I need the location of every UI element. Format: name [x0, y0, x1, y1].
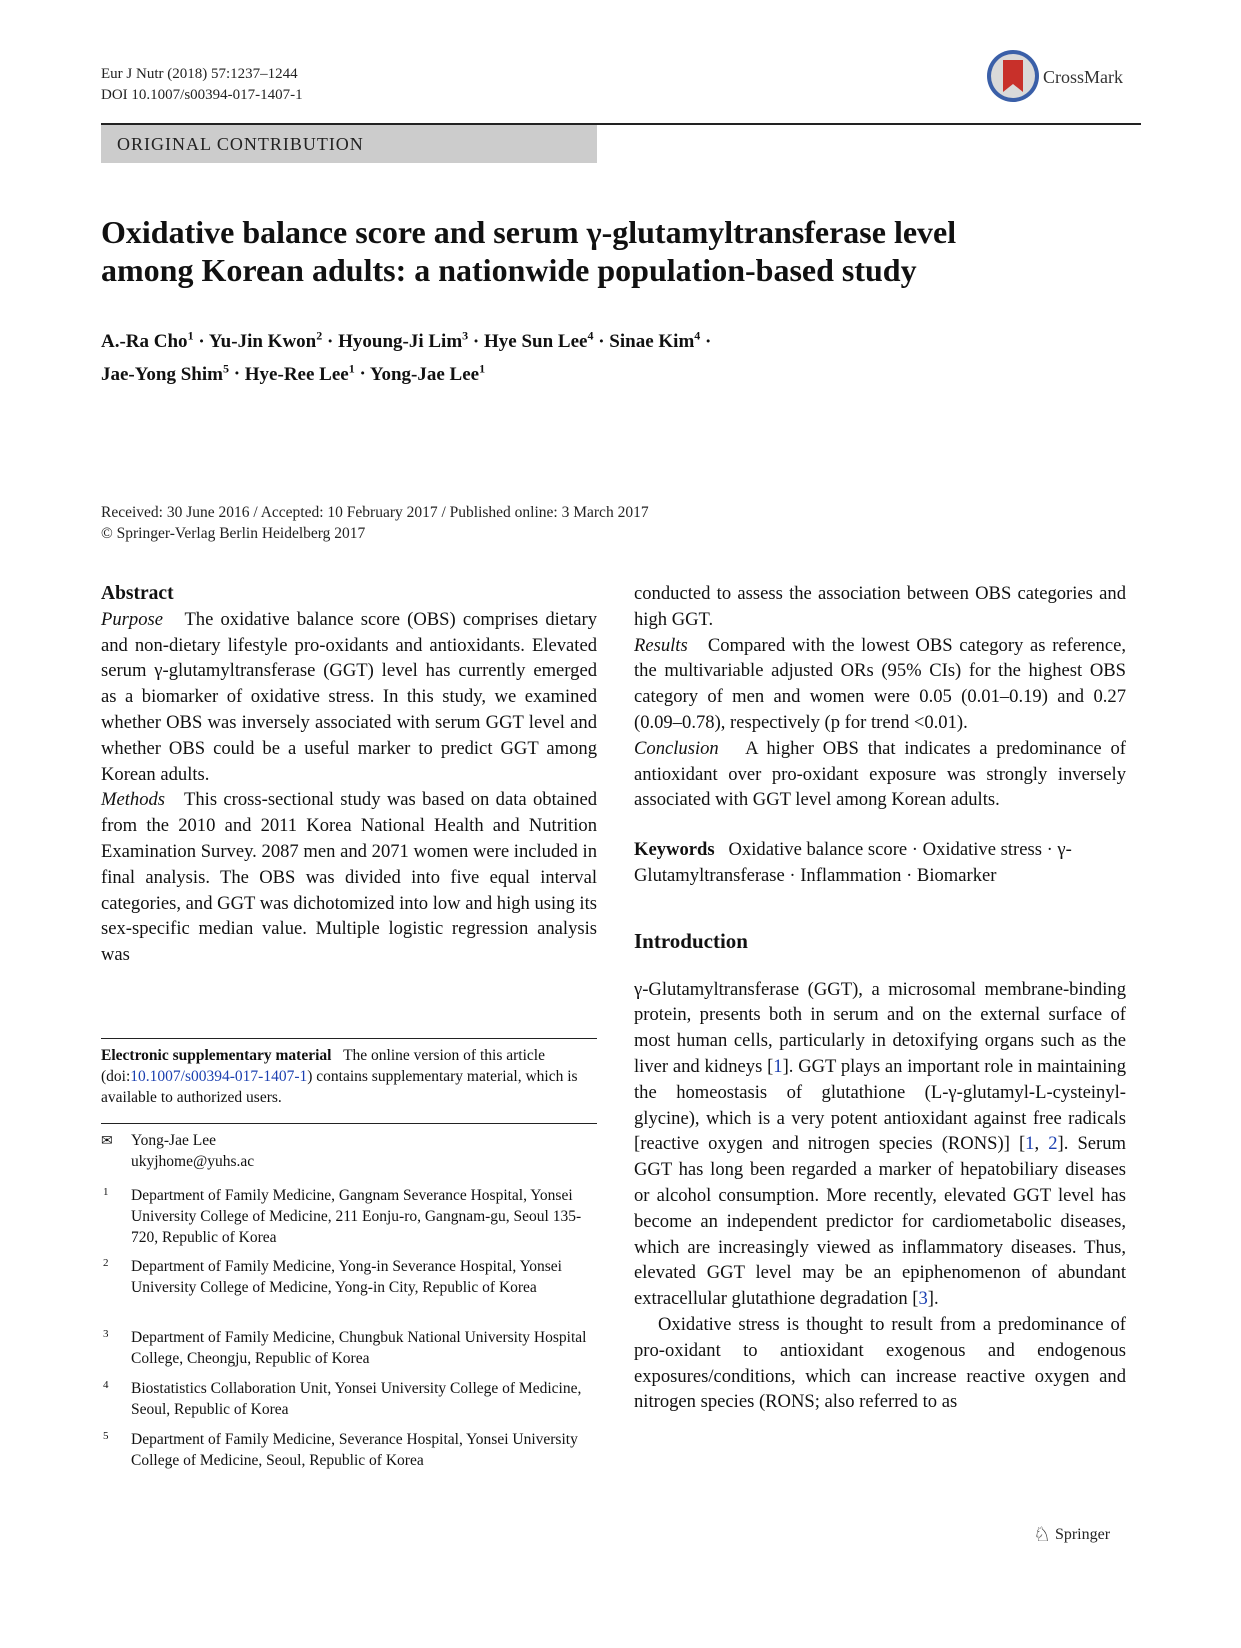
title-line-2: among Korean adults: a nationwide population-based study: [101, 252, 917, 288]
author[interactable]: Yu-Jin Kwon$^2$: [208, 329, 323, 353]
citation-link[interactable]: 2: [1048, 1133, 1058, 1155]
right-column: [634, 581, 1126, 1415]
abstract-methods: Methods This cross-sectional study was based on data obtained from the 2010 and 2011 Korea National Health and Nutrition Examination Survey. 2087 men and 2071 women were included in final analysis. The OBS was divided into five equal interval categories, and GGT was dichotomized into low and high using its sex-specific median value. Multiple logistic regression analysis was: [101, 789, 597, 966]
author[interactable]: Hyoung-Ji Lim$^3$: [338, 329, 469, 353]
publication-dates: [101, 502, 1101, 544]
abstract-methods-continued: conducted to assess the association between OBS categories and high GGT.: [634, 583, 1126, 630]
journal-citation: Eur J Nutr (2018) 57:1237–1244: [101, 66, 298, 82]
crossmark-badge[interactable]: [985, 48, 1135, 108]
author-list: [101, 323, 1101, 388]
citation-link[interactable]: 1: [1025, 1133, 1035, 1155]
copyright: © Springer-Verlag Berlin Heidelberg 2017: [101, 525, 366, 542]
author[interactable]: Hye Sun Lee$^4$: [484, 329, 594, 353]
abstract-results: Results Compared with the lowest OBS category as reference, the multivariable adjusted ORs (95% CIs) for the highest OBS category of men and women were 0.05 (0.01–0.19) and 0.27 (0.09–0.78), respectively (p for trend <0.01).: [634, 634, 1126, 733]
abstract-conclusion: Conclusion A higher OBS that indicates a predominance of antioxidant over pro-oxidant exposure was strongly inversely associated with GGT level among Korean adults.: [634, 737, 1126, 811]
affiliation: 4 Biostatistics Collaboration Unit, Yonsei University College of Medicine, Seoul, Republic of Korea: [103, 1379, 582, 1418]
esm-rule: [101, 1038, 597, 1039]
envelope-icon: ✉: [101, 1134, 113, 1149]
intro-paragraph-1: γ-Glutamyltransferase (GGT), a microsomal membrane-binding protein, presents both in serum and on the external surface of most human cells, particularly in detoxifying organs such as the liver and kidneys [1]. GGT plays an important role in maintaining the homeostasis of glutathione (L-γ-glutamyl-L-cysteinyl-glycine), which is a very potent antioxidant against free radicals [reactive oxygen and nitrogen species (RONS)] [1, 2]. Serum GGT has long been regarded a marker of hepatobiliary diseases or alcohol consumption. More recently, elevated GGT level has become an independent predictor for cardiometabolic diseases, which are increasingly viewed as inflammatory diseases. Thus, elevated GGT level may be an epiphenomenon of abundant extracellular glutathione degradation [3].: [634, 978, 1126, 1310]
affiliation: 2 Department of Family Medicine, Yong-in Severance Hospital, Yonsei University College of Medicine, Yong-in City, Republic of Korea: [103, 1257, 562, 1296]
citation-link[interactable]: 1: [773, 1055, 783, 1077]
affiliation: 3 Department of Family Medicine, Chungbuk National University Hospital College, Cheongju, Republic of Korea: [103, 1328, 587, 1367]
corresponding-email[interactable]: ukyjhome@yuhs.ac: [131, 1153, 255, 1170]
supplementary-note: Electronic supplementary material The online version of this article (doi:10.1007/s00394-017-1407-1) contains supplementary material, which is available to authorized users.: [101, 1047, 578, 1106]
author[interactable]: Hye-Ree Lee$^1$: [244, 361, 355, 385]
article-title: [101, 213, 1101, 289]
intro-paragraph-2: Oxidative stress is thought to result from a predominance of pro-oxidant to antioxidant exogenous and endogenous exposures/conditions, which can increase reactive oxygen and nitrogen species (RONS; also referred to as: [634, 1313, 1126, 1413]
correspondence: [101, 1130, 597, 1172]
citation-link[interactable]: 3: [918, 1288, 928, 1310]
introduction-heading: Introduction: [634, 928, 748, 953]
abstract-purpose: Purpose The oxidative balance score (OBS) comprises dietary and non-dietary lifestyle pro-oxidants and antioxidants. Elevated serum γ-glutamyltransferase (GGT) level has currently emerged as a biomarker of oxidative stress. In this study, we examined whether OBS was inversely associated with serum GGT level and whether OBS could be a useful marker to predict GGT among Korean adults.: [101, 608, 597, 785]
doi: DOI 10.1007/s00394-017-1407-1: [101, 87, 303, 103]
keywords: Keywords Oxidative balance score · Oxidative stress · γ-Glutamyltransferase · Inflammation · Biomarker: [634, 839, 1072, 886]
abstract-heading: Abstract: [101, 583, 174, 604]
section-label: ORIGINAL CONTRIBUTION: [101, 125, 597, 163]
correspondence-rule: [101, 1123, 597, 1124]
author[interactable]: Sinae Kim$^4$: [609, 329, 701, 353]
dates-line: Received: 30 June 2016 / Accepted: 10 February 2017 / Published online: 3 March 2017: [101, 504, 649, 521]
title-line-1: Oxidative balance score and serum γ-glutamyltransferase level: [101, 214, 957, 250]
abstract-left-column: [101, 581, 597, 968]
affiliation: 5 Department of Family Medicine, Severance Hospital, Yonsei University College of Medicine, Seoul, Republic of Korea: [103, 1430, 578, 1469]
author[interactable]: A.-Ra Cho$^1$: [101, 329, 194, 353]
springer-horse-icon: ♘: [1033, 1524, 1051, 1546]
author[interactable]: Yong-Jae Lee$^1$: [369, 361, 486, 385]
affiliation: 1 Department of Family Medicine, Gangnam Severance Hospital, Yonsei University College of Medicine, 211 Eonju-ro, Gangnam-gu, Seoul 135-720, Republic of Korea: [103, 1186, 582, 1246]
publisher-logo: [1033, 1522, 1110, 1547]
corresponding-author: Yong-Jae Lee: [131, 1132, 216, 1149]
author[interactable]: Jae-Yong Shim$^5$: [101, 361, 229, 385]
doi-link[interactable]: 10.1007/s00394-017-1407-1: [130, 1068, 308, 1085]
crossmark-icon: [985, 48, 1041, 104]
author-line-2: Jae-Yong Shim$^5$ · Hye-Ree Lee$^1$ · Yong-Jae Lee$^1$: [101, 361, 486, 385]
author-line-1: A.-Ra Cho$^1$ · Yu-Jin Kwon$^2$ · Hyoung-Ji Lim$^3$ · Hye Sun Lee$^4$ · Sinae Kim$^4$ ·: [101, 329, 712, 353]
publisher-name: Springer: [1054, 1526, 1111, 1543]
crossmark-label: CrossMark: [1043, 67, 1123, 87]
journal-info: [101, 64, 303, 106]
